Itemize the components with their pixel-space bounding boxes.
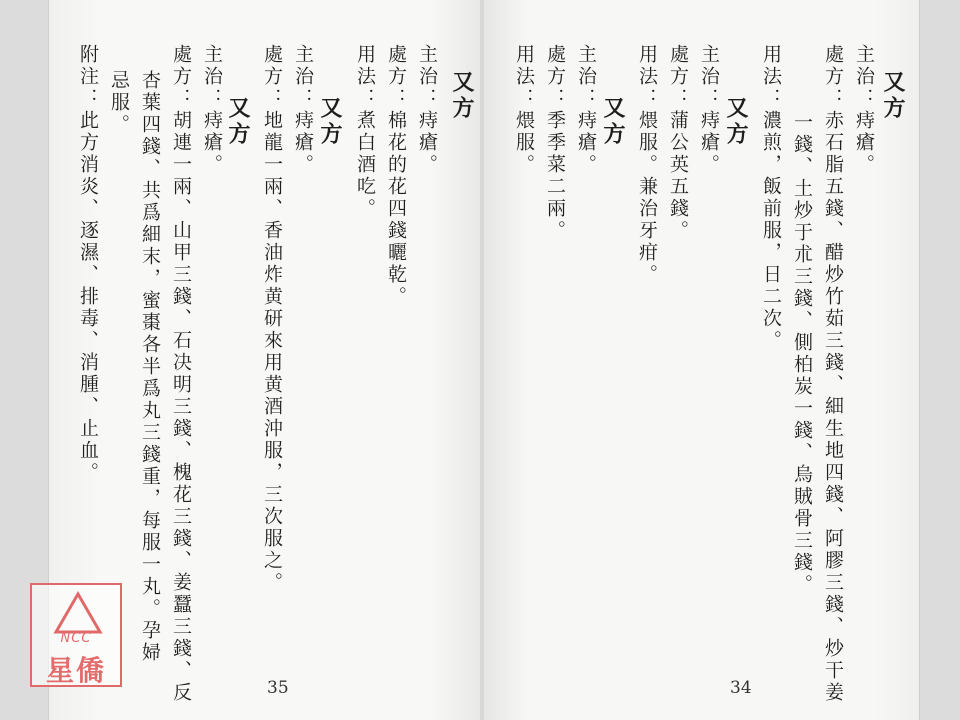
text-column: 主治：痔瘡。 — [698, 44, 720, 176]
text-column: 處方：地龍一兩、香油炸黄研來用黄酒沖服，三次服之。 — [261, 44, 283, 594]
section-heading: 又方 — [225, 96, 251, 148]
logo-brand-text: 星僑 — [45, 654, 106, 687]
page-number: 34 — [730, 678, 752, 698]
text-column: 用法：濃煎，飯前服，日二次。 — [760, 44, 782, 352]
logo-latin-text: NCC — [60, 631, 92, 646]
text-column: 處方：蒲公英五錢。 — [667, 44, 689, 242]
triangle-icon — [53, 591, 103, 635]
section-heading: 又方 — [317, 96, 343, 148]
text-column: 用法：煮白酒吃。 — [354, 44, 376, 220]
text-column: 主治：痔瘡。 — [201, 44, 223, 176]
page-number: 35 — [267, 678, 289, 698]
watermark-logo — [30, 583, 122, 687]
open-book — [48, 0, 920, 720]
text-column: 處方：季季菜二兩。 — [544, 44, 566, 242]
section-heading: 又方 — [880, 70, 906, 122]
text-column: 處方：赤石脂五錢、醋炒竹茹三錢、細生地四錢、阿膠三錢、炒干姜 — [822, 44, 844, 704]
text-column: 主治：痔瘡。 — [416, 44, 438, 176]
text-column: 杏葉四錢、共爲細末，蜜棗各半爲丸三錢重，每服一丸。孕婦 — [139, 70, 161, 664]
text-column: 處方：棉花的花四錢曬乾。 — [385, 44, 407, 308]
text-column: 一錢、土炒于朮三錢、側柏炭一錢、烏賊骨三錢。 — [791, 112, 813, 596]
text-column: 用法：煨服。 — [513, 44, 535, 176]
text-column: 主治：痔瘡。 — [575, 44, 597, 176]
text-column: 忌服。 — [108, 70, 130, 136]
right-page — [484, 0, 919, 720]
text-column: 用法：煨服。兼治牙疳。 — [636, 44, 658, 286]
text-column: 附注：此方消炎、逐濕、排毒、消腫、止血。 — [77, 44, 99, 484]
section-heading: 又方 — [723, 96, 749, 148]
text-column: 主治：痔瘡。 — [853, 44, 875, 176]
text-column: 主治：痔瘡。 — [292, 44, 314, 176]
section-heading: 又方 — [449, 70, 475, 122]
section-heading: 又方 — [600, 96, 626, 148]
text-column: 處方：胡連一兩、山甲三錢、石决明三錢、槐花三錢、姜蠶三錢、反 — [170, 44, 192, 704]
